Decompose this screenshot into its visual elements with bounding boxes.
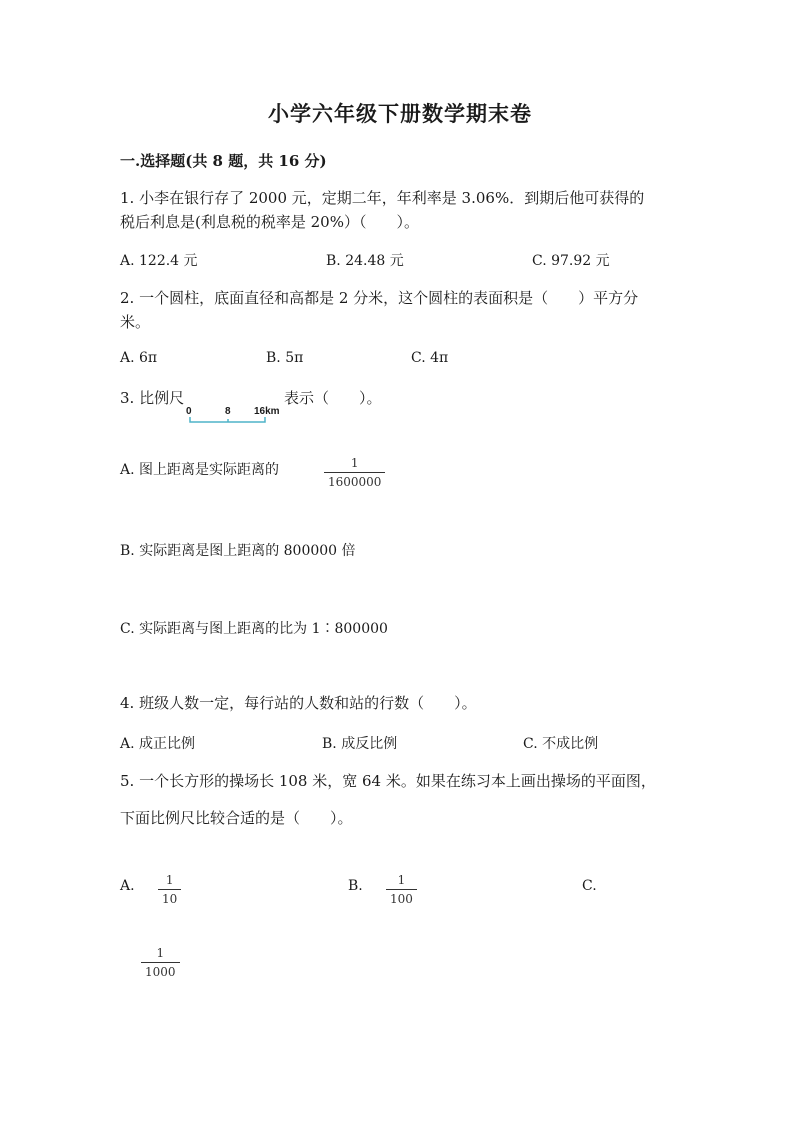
question-5-line-2: 下面比例尺比较合适的是（ ）。 — [120, 809, 353, 827]
question-5-option-b-fraction — [386, 873, 417, 906]
question-2-option-a: A. 6π — [120, 350, 158, 366]
question-1-option-b: B. 24.48 元 — [326, 253, 404, 269]
fraction-denominator: 1000 — [145, 965, 176, 979]
page-title: 小学六年级下册数学期末卷 — [268, 101, 532, 126]
fraction-numerator: 1 — [156, 946, 165, 960]
fraction-bar — [324, 472, 385, 473]
fraction-denominator: 1600000 — [328, 475, 382, 489]
question-5-option-c-fraction — [141, 946, 180, 979]
question-3-option-a-fraction — [324, 456, 385, 489]
question-5-option-c-label: C. — [582, 878, 597, 894]
question-3-option-c: C. 实际距离与图上距离的比为 1∶800000 — [120, 621, 388, 637]
question-3-option-a: A. 图上距离是实际距离的 — [120, 462, 280, 478]
scale-label-0: 0 — [186, 406, 192, 417]
question-5-option-a-fraction — [158, 873, 181, 906]
question-3-option-b: B. 实际距离是图上距离的 800000 倍 — [120, 543, 356, 559]
question-4-option-a: A. 成正比例 — [120, 736, 196, 752]
question-4-option-c: C. 不成比例 — [523, 736, 599, 752]
section-heading: 一.选择题(共 8 题，共 16 分) — [120, 152, 327, 170]
question-4-option-b: B. 成反比例 — [322, 736, 398, 752]
question-2-line-2: 米。 — [120, 313, 151, 331]
question-1-option-a: A. 122.4 元 — [120, 253, 198, 269]
fraction-numerator: 1 — [350, 456, 359, 470]
fraction-bar — [141, 962, 180, 963]
question-1-line-1: 1. 小李在银行存了 2000 元，定期二年，年利率是 3.06%．到期后他可获得的 — [120, 189, 645, 207]
fraction-denominator: 10 — [162, 892, 178, 906]
scale-bar-figure — [185, 403, 285, 429]
question-5-option-b-label: B. — [348, 878, 363, 894]
fraction-bar — [158, 889, 181, 890]
fraction-numerator: 1 — [397, 873, 406, 887]
scale-label-8: 8 — [225, 406, 231, 417]
question-3-prefix: 3. 比例尺 — [120, 389, 185, 407]
question-1-option-c: C. 97.92 元 — [532, 253, 610, 269]
fraction-denominator: 100 — [390, 892, 413, 906]
fraction-bar — [386, 889, 417, 890]
question-2-option-c: C. 4π — [411, 350, 449, 366]
question-3-suffix: 表示（ ）。 — [284, 389, 382, 407]
question-1-line-2: 税后利息是(利息税的税率是 20%）（ ）。 — [120, 213, 419, 231]
question-2-option-b: B. 5π — [266, 350, 304, 366]
question-5-option-a-label: A. — [120, 878, 135, 894]
question-4-stem: 4. 班级人数一定，每行站的人数和站的行数（ ）。 — [120, 694, 477, 712]
question-5-line-1: 5. 一个长方形的操场长 108 米，宽 64 米。如果在练习本上画出操场的平面图， — [120, 772, 656, 790]
scale-line — [190, 417, 265, 422]
fraction-numerator: 1 — [165, 873, 174, 887]
question-2-line-1: 2. 一个圆柱，底面直径和高都是 2 分米，这个圆柱的表面积是（ ）平方分 — [120, 289, 639, 307]
scale-label-16km: 16km — [254, 406, 280, 417]
